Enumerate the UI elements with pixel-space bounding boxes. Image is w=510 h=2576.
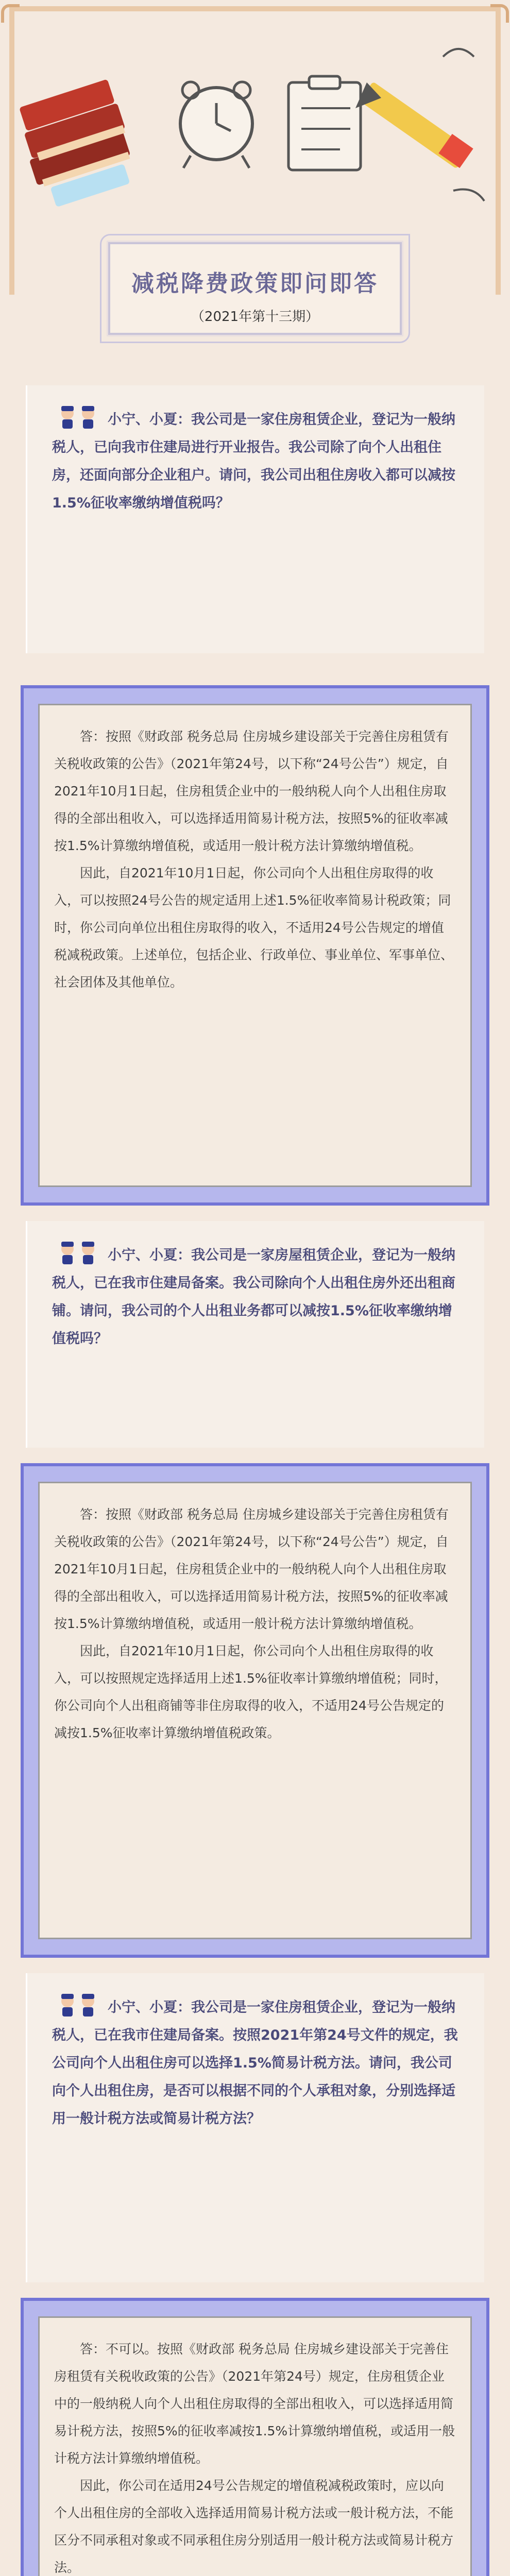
answer-paragraph: 答：按照《财政部 税务总局 住房城乡建设部关于完善住房租赁有关税收政策的公告》（2021年第24号，以下称“24号公告”）规定，自2021年10月1日起，住房租赁企业中的一般纳税人向个人出租住房取得的全部出租收入，可以选择适用简易计税方法，按照5%的征收率减按1.5%计算缴纳增值税，或适用一般计税方法计算缴纳增值税。 — [54, 1507, 449, 1631]
answer-paragraph: 答：按照《财政部 税务总局 住房城乡建设部关于完善住房租赁有关税收政策的公告》（2021年第24号，以下称“24号公告”）规定，自2021年10月1日起，住房租赁企业中的一般纳税人向个人出租住房取得的全部出租收入，可以选择适用简易计税方法，按照5%的征收率减按1.5%计算缴纳增值税，或适用一般计税方法计算缴纳增值税。 — [54, 729, 449, 853]
police-avatar-icon — [58, 1992, 99, 2018]
pencil-icon — [355, 81, 473, 169]
answer-paragraph: 因此，自2021年10月1日起，你公司向个人出租住房取得的收入，可以按照24号公告的规定适用上述1.5%征收率简易计税政策；同时，你公司向单位出租住房取得的收入，不适用24号公告规定的增值税减税政策。上述单位，包括企业、行政单位、事业单位、军事单位、社会团体及其他单位。 — [54, 866, 454, 990]
question-text: 小宁、小夏：我公司是一家住房租赁企业，登记为一般纳税人，已向我市住建局进行开业报告。我公司除了向个人出租住房，还面向部分企业租户。请问，我公司出租住房收入都可以减按1.5%征收率缴纳增值税吗？ — [52, 412, 455, 511]
answer-paragraph: 因此，自2021年10月1日起，你公司向个人出租住房取得的收入，可以按照规定选择适用上述1.5%征收率计算缴纳增值税；同时，你公司向个人出租商铺等非住房取得的收入，不适用24号公告规定的减按1.5%征收率计算缴纳增值税政策。 — [54, 1643, 448, 1740]
question-text: 小宁、小夏：我公司是一家房屋租赁企业，登记为一般纳税人，已在我市住建局备案。我公司除向个人出租住房外还出租商铺。请问，我公司的个人出租业务都可以减按1.5%征收率缴纳增值税吗？ — [52, 1247, 455, 1347]
police-avatar-icon — [58, 404, 99, 430]
header-illustration — [0, 21, 510, 237]
checklist-icon — [288, 76, 361, 170]
police-avatar-icon — [58, 1240, 99, 1265]
answer-paragraph: 因此，你公司在适用24号公告规定的增值税减税政策时，应以向个人出租住房的全部收入选择适用简易计税方法或一般计税方法，不能区分不同承租对象或不同承租住房分别适用一般计税方法或简易计税方法。 — [54, 2478, 454, 2575]
book-stack-icon — [19, 79, 130, 207]
answer-panel — [38, 704, 472, 1187]
answer-block-1 — [21, 685, 489, 1206]
question-block-3 — [26, 1973, 484, 2282]
page-title: 减税降费政策即问即答 — [131, 270, 379, 297]
alarm-clock-icon — [180, 82, 252, 168]
title-box — [108, 242, 402, 335]
answer-paragraph: 答：不可以。按照《财政部 税务总局 住房城乡建设部关于完善住房租赁有关税收政策的公告》（2021年第24号）规定，住房租赁企业中的一般纳税人向个人出租住房取得的全部出租收入，可以选择适用简易计税方法，按照5%的征收率减按1.5%计算缴纳增值税，或适用一般计税方法计算缴纳增值税。 — [54, 2342, 455, 2466]
question-text: 小宁、小夏：我公司是一家住房租赁企业，登记为一般纳税人，已在我市住建局备案。按照2021年第24号文件的规定，我公司向个人出租住房可以选择1.5%简易计税方法。请问，我公司向个人出租住房，是否可以根据不同的个人承租对象，分别选择适用一般计税方法或简易计税方法？ — [52, 1999, 458, 2127]
answer-block-3 — [21, 2298, 489, 2576]
question-block-2 — [26, 1221, 484, 1448]
question-block-1 — [26, 385, 484, 653]
answer-panel — [38, 2316, 472, 2576]
issue-number: （2021年第十三期） — [191, 309, 319, 325]
answer-block-2 — [21, 1463, 489, 1958]
answer-panel — [38, 1482, 472, 1939]
